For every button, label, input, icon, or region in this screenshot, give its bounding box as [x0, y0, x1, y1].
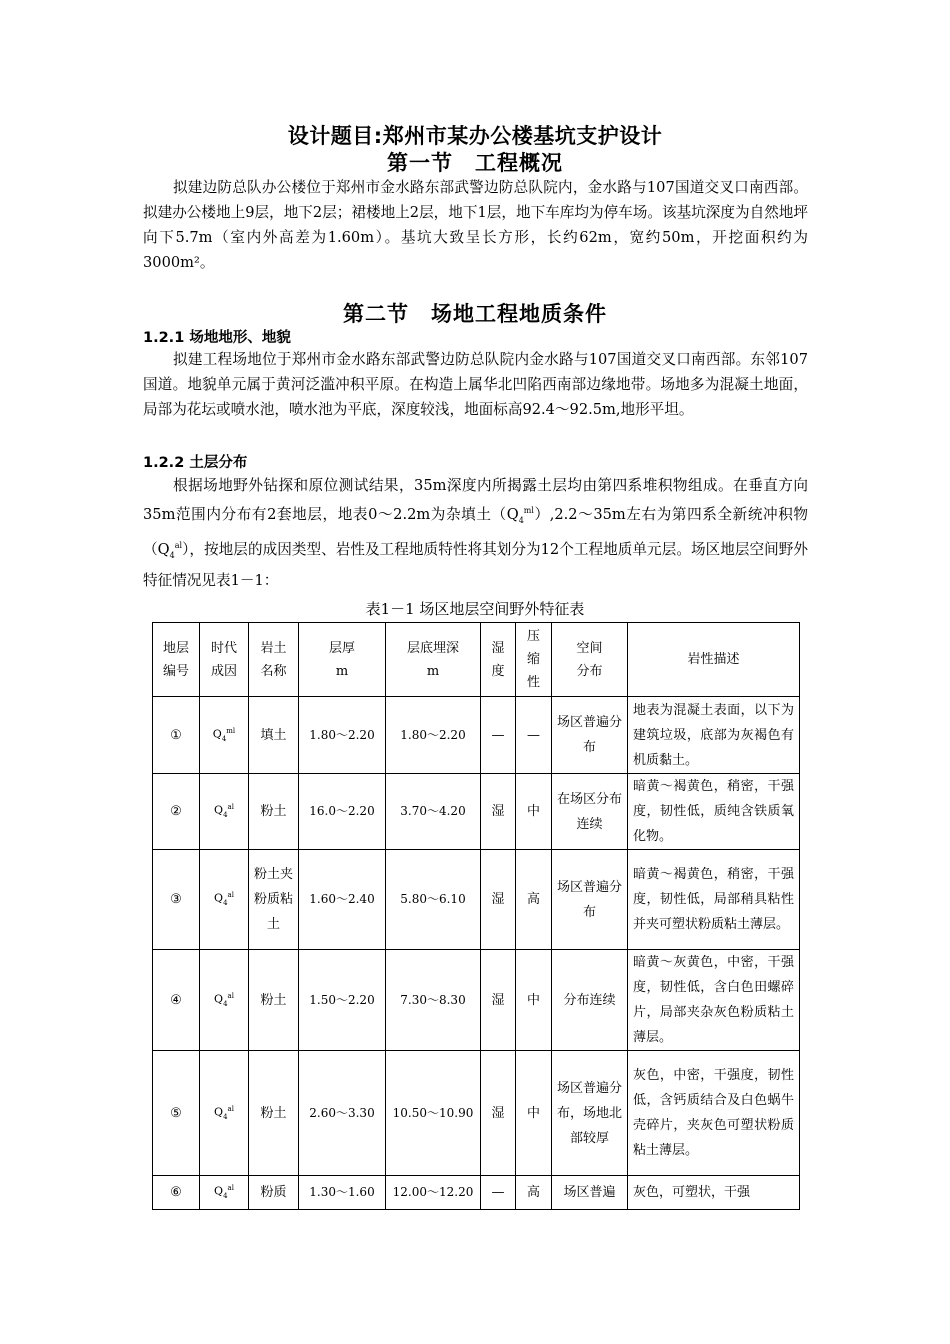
cell-thickness: 1.60～2.40: [299, 850, 386, 950]
paragraph-terrain: 拟建工程场地位于郑州市金水路东部武警边防总队院内金水路与107国道交叉口南西部。东邻107国道。地貌单元属于黄河泛滥冲积平原。在构造上属华北凹陷西南部边缘地带。场地多为混凝土地面，局部为花坛或喷水池，喷水池为平底，深度较浅，地面标高92.4～92.5m,地形平坦。: [143, 351, 808, 418]
cell-humidity: —: [481, 1176, 516, 1210]
cell-humidity: 湿: [481, 1051, 516, 1176]
cell-name: 粉土: [249, 1051, 299, 1176]
cell-distribution: 场区普遍分布: [552, 697, 628, 774]
cell-name: 粉土: [249, 950, 299, 1051]
header-age: 时代 成因: [200, 623, 249, 697]
table-header-row: [153, 623, 800, 697]
cell-thickness: 16.0～2.20: [299, 774, 386, 850]
header-soil-name: 岩土 名称: [249, 623, 299, 697]
cell-no: ①: [153, 697, 200, 774]
table-row: [153, 1176, 800, 1210]
cell-no: ④: [153, 950, 200, 1051]
cell-name: 粉土夹粉质粘土: [249, 850, 299, 950]
cell-compressibility: 中: [516, 774, 552, 850]
header-humidity: 湿 度: [481, 623, 516, 697]
paragraph-overview: 拟建边防总队办公楼位于郑州市金水路东部武警边防总队院内，金水路与107国道交叉口南西部。拟建办公楼地上9层，地下2层；裙楼地上2层，地下1层，地下车库均为停车场。该基坑深度为自然地坪向下5.7m（室内外高差为1.60m）。基坑大致呈长方形，长约62m，宽约50m，开挖面积约为3000m²。: [143, 179, 808, 271]
cell-humidity: 湿: [481, 850, 516, 950]
cell-humidity: —: [481, 697, 516, 774]
soil-sub-1: 4: [518, 515, 524, 525]
cell-compressibility: —: [516, 697, 552, 774]
table-row: [153, 774, 800, 850]
cell-age: $Q_4^{ml}$: [200, 697, 249, 774]
cell-description: 灰色，可塑状，干强: [628, 1176, 800, 1210]
cell-compressibility: 中: [516, 1051, 552, 1176]
cell-no: ⑤: [153, 1051, 200, 1176]
table-row: [153, 850, 800, 950]
header-description: 岩性描述: [628, 623, 800, 697]
subsection-heading-terrain: 1.2.1 场地地形、地貌: [143, 330, 291, 346]
cell-depth: 5.80～6.10: [386, 850, 481, 950]
cell-compressibility: 高: [516, 1176, 552, 1210]
header-bottom-depth: 层底埋深 m: [386, 623, 481, 697]
table-caption: 表1－1 场区地层空间野外特征表: [365, 600, 585, 618]
cell-name: 粉质: [249, 1176, 299, 1210]
cell-depth: 1.80～2.20: [386, 697, 481, 774]
header-compressibility: 压 缩 性: [516, 623, 552, 697]
cell-name: 填土: [249, 697, 299, 774]
header-thickness: 层厚 m: [299, 623, 386, 697]
cell-description: 灰色，中密，干强度，韧性低，含钙质结合及白色蜗牛壳碎片，夹灰色可塑状粉质粘土薄层。: [628, 1051, 800, 1176]
soil-sup-2: al: [174, 540, 183, 550]
cell-no: ③: [153, 850, 200, 950]
cell-description: 暗黄～褐黄色，稍密，干强度，韧性低，质纯含铁质氧化物。: [628, 774, 800, 850]
soil-sub-2: 4: [169, 550, 175, 560]
document-title: 设计题目:郑州市某办公楼基坑支护设计: [287, 124, 663, 148]
section-heading-1: 第一节 工程概况: [387, 151, 563, 175]
table-row: [153, 950, 800, 1051]
cell-thickness: 1.50～2.20: [299, 950, 386, 1051]
cell-depth: 12.00～12.20: [386, 1176, 481, 1210]
cell-age: $Q_4^{al}$: [200, 1051, 249, 1176]
cell-depth: 7.30～8.30: [386, 950, 481, 1051]
soil-sup-1: ml: [523, 506, 534, 515]
cell-distribution: 分布连续: [552, 950, 628, 1051]
cell-age: $Q_4^{al}$: [200, 774, 249, 850]
header-layer-no: 地层 编号: [153, 623, 200, 697]
cell-no: ⑥: [153, 1176, 200, 1210]
cell-compressibility: 高: [516, 850, 552, 950]
cell-age: $Q_4^{al}$: [200, 850, 249, 950]
table-row: [153, 1051, 800, 1176]
subsection-heading-soil: 1.2.2 土层分布: [143, 455, 248, 471]
cell-age: $Q_4^{al}$: [200, 1176, 249, 1210]
table-row: [153, 697, 800, 774]
cell-thickness: 1.30～1.60: [299, 1176, 386, 1210]
cell-distribution: 场区普遍分布，场地北部较厚: [552, 1051, 628, 1176]
cell-humidity: 湿: [481, 950, 516, 1051]
cell-humidity: 湿: [481, 774, 516, 850]
cell-thickness: 1.80～2.20: [299, 697, 386, 774]
cell-distribution: 在场区分布连续: [552, 774, 628, 850]
cell-depth: 10.50～10.90: [386, 1051, 481, 1176]
soil-text-c: ），按地层的成因类型、岩性及工程地质特性将其划分为12个工程地质单元层。场区地层空间野外特征情况见表1－1：: [143, 540, 808, 589]
cell-thickness: 2.60～3.30: [299, 1051, 386, 1176]
section-heading-2: 第二节 场地工程地质条件: [343, 302, 607, 326]
cell-description: 地表为混凝土表面，以下为建筑垃圾，底部为灰褐色有机质黏土。: [628, 697, 800, 774]
cell-name: 粉土: [249, 774, 299, 850]
header-distribution: 空间 分布: [552, 623, 628, 697]
cell-depth: 3.70～4.20: [386, 774, 481, 850]
cell-distribution: 场区普遍分布: [552, 850, 628, 950]
cell-compressibility: 中: [516, 950, 552, 1051]
cell-age: $Q_4^{al}$: [200, 950, 249, 1051]
paragraph-soil: [143, 473, 808, 593]
cell-description: 暗黄～灰黄色，中密，干强度，韧性低，含白色田螺碎片，局部夹杂灰色粉质粘土薄层。: [628, 950, 800, 1051]
soil-text-b: ）,2.2～35m左右为第四系全新统冲积物（Q: [143, 505, 808, 558]
cell-description: 暗黄～褐黄色，稍密，干强度，韧性低，局部稍具粘性并夹可塑状粉质粘土薄层。: [628, 850, 800, 950]
strata-table: [152, 622, 800, 1210]
cell-distribution: 场区普遍: [552, 1176, 628, 1210]
soil-text-a: 根据场地野外钻探和原位测试结果，35m深度内所揭露土层均由第四系堆积物组成。在垂直方向35m范围内分布有2套地层，地表0～2.2m为杂填土（Q: [143, 477, 808, 523]
cell-no: ②: [153, 774, 200, 850]
